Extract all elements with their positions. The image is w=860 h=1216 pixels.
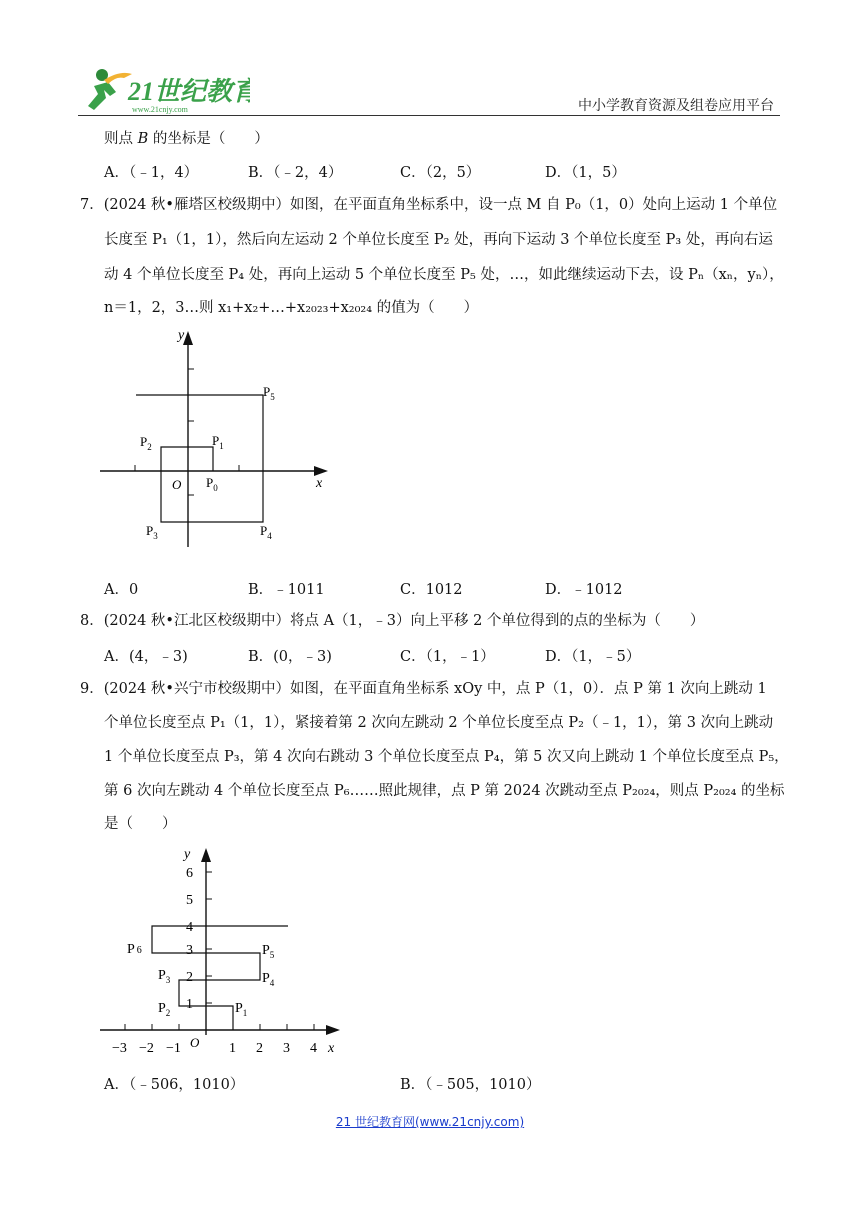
q8-option-a[interactable]: A．(4，﹣3) <box>104 649 188 665</box>
q8-option-b[interactable]: B．(0，﹣3) <box>248 649 332 665</box>
q8-stem: 8．(2024 秋•江北区校级期中）将点 A（1，﹣3）向上平移 2 个单位得到的点的坐标为（ ） <box>80 613 705 629</box>
q8-option-c[interactable]: C．（1，﹣1） <box>400 649 495 665</box>
q7-label-p5: $P_5$ <box>263 384 275 402</box>
q9-x-arrow-icon <box>326 1025 340 1035</box>
q7-label-p0: $P_0$ <box>206 475 218 493</box>
q9-x-tick--2: −2 <box>139 1041 154 1056</box>
q7-label-p2: $P_2$ <box>140 434 152 452</box>
q9-y-tick-4: 4 <box>186 920 193 935</box>
q9-y-tick-6: 6 <box>186 866 193 881</box>
q9-y-tick-5: 5 <box>186 893 193 908</box>
q6-option-c[interactable]: C．（2，5） <box>400 165 481 181</box>
q9-y-label: y <box>184 847 191 862</box>
q9-y-tick-2: 2 <box>186 970 193 985</box>
q9-stem-line1: 9．(2024 秋•兴宁市校级期中）如图，在平面直角坐标系 xOy 中，点 P（1，0）．点 P 第 1 次向上跳动 1 <box>80 681 767 697</box>
q7-stem-line1: 7．(2024 秋•雁塔区校级期中）如图，在平面直角坐标系中，设一点 M 自 P₀（1，0）处向上运动 1 个单位 <box>80 197 778 213</box>
q9-stem-line3: 1 个单位长度至点 P₃，第 4 次向右跳动 3 个单位长度至点 P₄，第 5 次又向上跳动 1 个单位长度至点 P₅， <box>104 749 789 765</box>
q9-label-p4: $P_4$ <box>262 971 275 988</box>
q9-label-p1: $P_1$ <box>235 1001 248 1018</box>
q9-label-p6: P 6 <box>127 942 142 957</box>
q9-origin-label: O <box>190 1035 200 1050</box>
q7-label-p3: $P_3$ <box>146 523 158 541</box>
logo-main-text: 21世纪教育 <box>128 77 250 106</box>
q9-y-tick-1: 1 <box>186 997 193 1012</box>
q9-stem-line4: 第 6 次向左跳动 4 个单位长度至点 P₆……照此规律，点 P 第 2024 次跳动至点 P₂₀₂₄，则点 P₂₀₂₄ 的坐标 <box>104 783 785 799</box>
q7-stem-line2: 长度至 P₁（1，1），然后向左运动 2 个单位长度至 P₂ 处，再向下运动 3 个单位长度至 P₃ 处，再向右运 <box>104 232 773 248</box>
footer-link[interactable]: 21 世纪教育网(www.21cnjy.com) <box>335 1115 525 1129</box>
q9-option-b[interactable]: B．（﹣505，1010） <box>400 1077 541 1093</box>
q8-option-d[interactable]: D．（1，﹣5） <box>545 649 641 665</box>
q7-option-a[interactable]: A．0 <box>104 582 139 598</box>
q9-label-p2: $P_2$ <box>158 1001 171 1018</box>
q9-option-a[interactable]: A．（﹣506，1010） <box>104 1077 245 1093</box>
q9-stem-line5: 是（ ） <box>104 816 177 832</box>
q6-tail-stem: 则点 B 的坐标是（ ） <box>104 131 269 147</box>
q9-x-tick-3: 3 <box>283 1041 290 1056</box>
q6-option-a[interactable]: A．（﹣1，4） <box>104 165 199 181</box>
q7-option-b[interactable]: B．﹣1011 <box>248 582 325 598</box>
q9-x-tick--3: −3 <box>112 1041 127 1056</box>
q9-x-tick-4: 4 <box>310 1041 317 1056</box>
q9-label-p5: $P_5$ <box>262 943 275 960</box>
q7-stem-line4: n＝1，2，3…则 x₁+x₂+…+x₂₀₂₃+x₂₀₂₄ 的值为（ ） <box>104 300 479 316</box>
q7-y-arrow-icon <box>183 331 193 345</box>
q7-origin-label: O <box>172 477 182 492</box>
q6-option-b[interactable]: B．（﹣2，4） <box>248 165 343 181</box>
q7-option-c[interactable]: C．1012 <box>400 582 463 598</box>
q9-stem-line2: 个单位长度至点 P₁（1，1），紧接着第 2 次向左跳动 2 个单位长度至点 P₂（﹣1，1），第 3 次向上跳动 <box>104 715 774 731</box>
q7-stem-line3: 动 4 个单位长度至 P₄ 处，再向上运动 5 个单位长度至 P₅ 处，…，如此继续运动下去，设 Pₙ（xₙ，yₙ）， <box>104 267 784 283</box>
q9-x-tick-1: 1 <box>229 1041 236 1056</box>
q7-option-d[interactable]: D．﹣1012 <box>545 582 623 598</box>
q9-figure <box>100 840 350 1065</box>
logo <box>80 66 250 116</box>
q9-y-tick-3: 3 <box>186 943 193 958</box>
q9-x-label: x <box>328 1041 335 1056</box>
header-platform-title: 中小学教育资源及组卷应用平台 <box>578 98 774 114</box>
q9-y-arrow-icon <box>201 848 211 862</box>
q9-x-tick--1: −1 <box>166 1041 181 1056</box>
logo-sub-text: www.21cnjy.com <box>132 105 188 114</box>
q7-spiral-path <box>136 395 263 522</box>
q9-label-p3: $P_3$ <box>158 968 171 985</box>
q7-x-arrow-icon <box>314 466 328 476</box>
logo-runner-icon <box>80 66 250 116</box>
q7-x-label: x <box>316 476 323 491</box>
q7-label-p1: $P_1$ <box>212 433 224 451</box>
header-divider <box>78 115 780 116</box>
q6-option-d[interactable]: D．（1，5） <box>545 165 626 181</box>
q9-x-tick-2: 2 <box>256 1041 263 1056</box>
q7-y-label: y <box>178 328 185 343</box>
q7-label-p4: $P_4$ <box>260 523 272 541</box>
q7-figure <box>100 325 340 550</box>
